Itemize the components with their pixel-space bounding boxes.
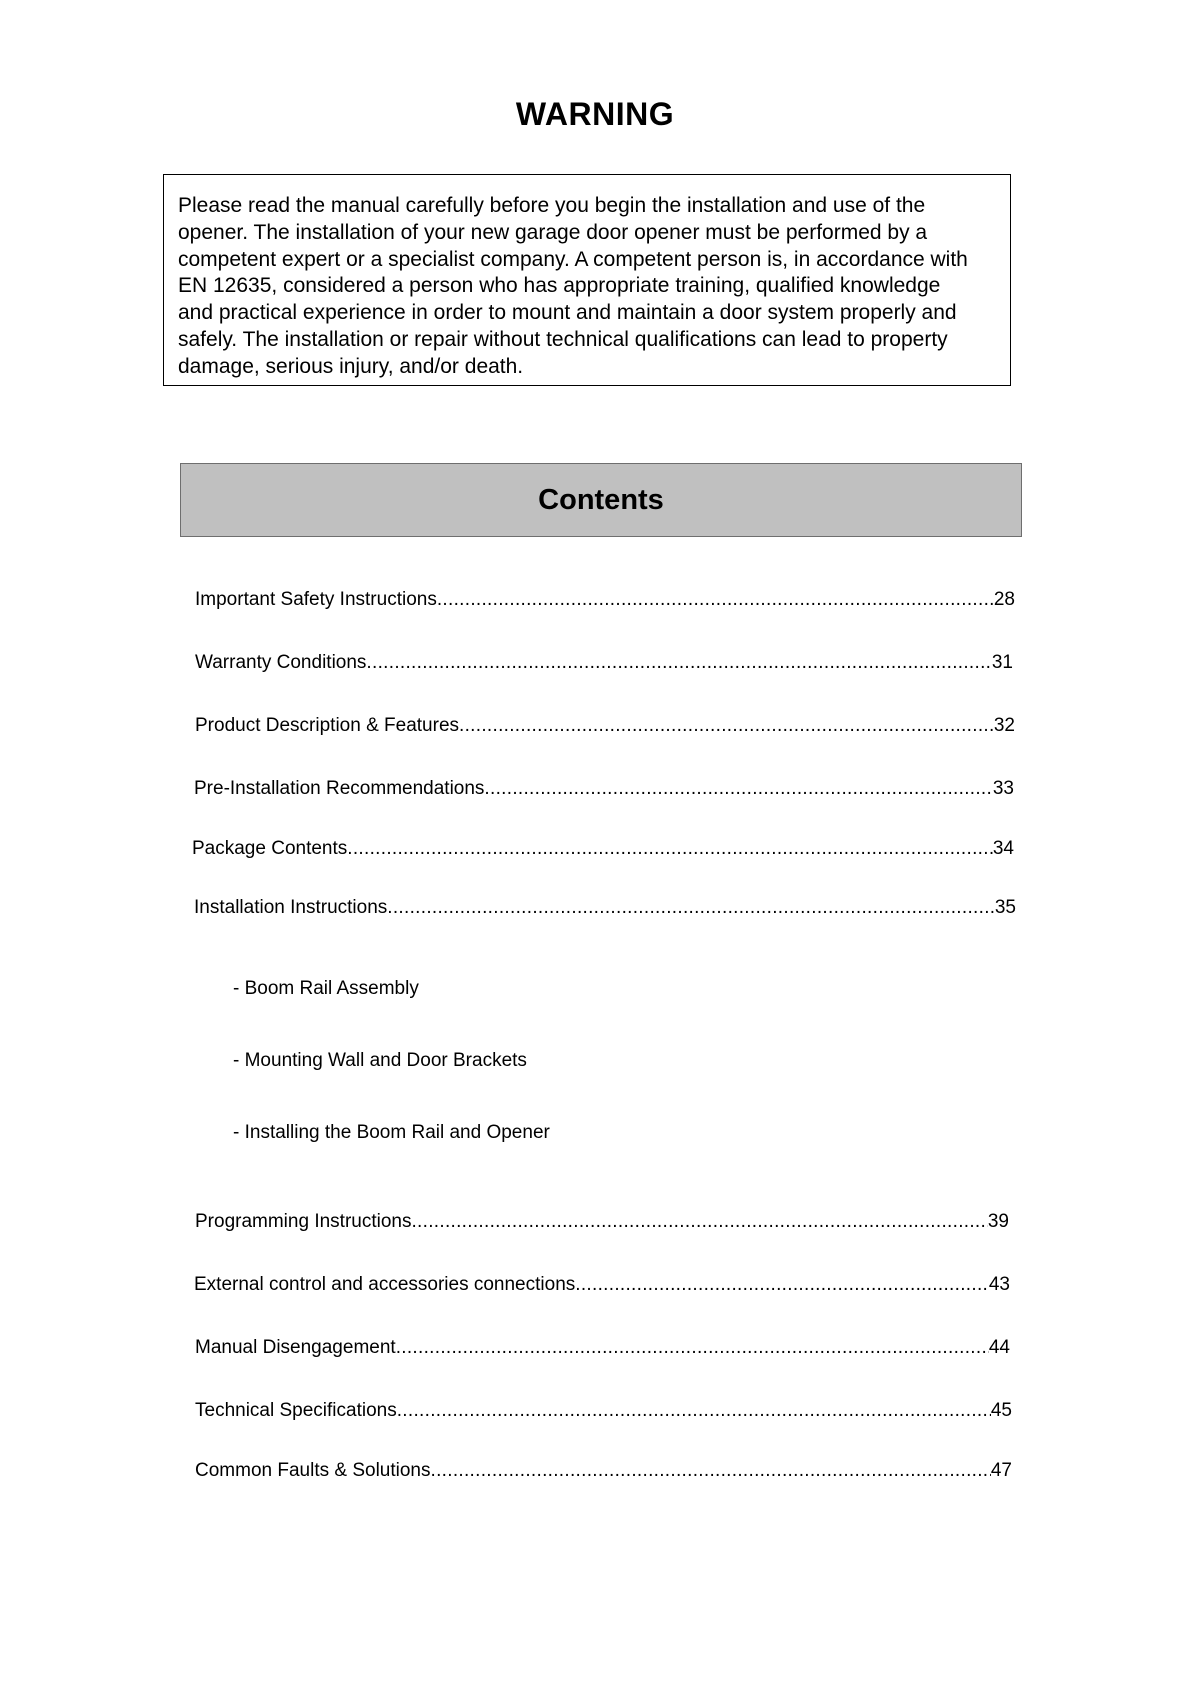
toc-entry-page: 39 (987, 1211, 1009, 1232)
toc-leader (411, 1211, 987, 1233)
toc-entry-label: Important Safety Instructions (195, 589, 437, 610)
toc-entry[interactable] (195, 1460, 1012, 1486)
toc-leader (575, 1274, 989, 1296)
toc-entry-page: 32 (993, 715, 1015, 736)
toc-leader (397, 1400, 991, 1422)
warning-text: Please read the manual carefully before you begin the installation and use of the opener. The installation of your new garage door opener must be performed by a competent expert or a specialist company. A competent person is, in accordance with EN 12635, considered a person who has appropriate training, qualified knowledge and practical experience in order to mount and maintain a door system properly and safely. The installation or repair without technical qualifications can lead to property damage, serious injury, and/or death. (178, 194, 968, 378)
toc-leader (484, 778, 992, 800)
toc-entry-label: Pre-Installation Recommendations (194, 778, 485, 799)
contents-heading: Contents (538, 483, 664, 516)
toc-leader (347, 838, 993, 860)
toc-entry[interactable] (194, 1274, 1010, 1300)
toc-sub-entry[interactable]: - Mounting Wall and Door Brackets (233, 1050, 527, 1071)
toc-entry-label: Technical Specifications (195, 1400, 397, 1421)
toc-entry-page: 44 (988, 1337, 1010, 1358)
toc-entry-label: External control and accessories connections (194, 1274, 576, 1295)
toc-entry[interactable] (195, 652, 1013, 678)
toc-entry-label: Package Contents (192, 838, 348, 859)
toc-entry-label: Manual Disengagement (195, 1337, 396, 1358)
toc-leader (396, 1337, 989, 1359)
toc-entry-page: 35 (994, 897, 1016, 918)
toc-entry[interactable] (194, 897, 1016, 923)
warning-box (163, 174, 1011, 386)
toc-entry-label: Installation Instructions (194, 897, 388, 918)
toc-sub-entry[interactable]: - Boom Rail Assembly (233, 978, 419, 999)
toc-entry[interactable] (195, 1211, 1009, 1237)
warning-title: WARNING (515, 96, 675, 132)
toc-entry-page: 43 (988, 1274, 1010, 1295)
toc-leader (459, 715, 994, 737)
toc-entry[interactable] (195, 1400, 1012, 1426)
toc-entry-page: 31 (991, 652, 1013, 673)
toc-leader (366, 652, 991, 674)
toc-entry[interactable] (195, 715, 1015, 741)
toc-entry[interactable] (195, 589, 1015, 615)
toc-entry-page: 28 (993, 589, 1015, 610)
toc-entry-page: 45 (990, 1400, 1012, 1421)
toc-entry-label: Product Description & Features (195, 715, 460, 736)
toc-entry[interactable] (194, 778, 1014, 804)
toc-leader (431, 1460, 991, 1482)
toc-entry-label: Common Faults & Solutions (195, 1460, 431, 1481)
toc-entry[interactable] (192, 838, 1014, 864)
toc-entry-page: 33 (992, 778, 1014, 799)
toc-entry-page: 34 (992, 838, 1014, 859)
contents-banner (180, 463, 1022, 537)
toc-entry-label: Warranty Conditions (195, 652, 367, 673)
toc-leader (387, 897, 995, 919)
toc-sub-entry[interactable]: - Installing the Boom Rail and Opener (233, 1122, 550, 1143)
toc-leader (437, 589, 994, 611)
toc-entry-page: 47 (990, 1460, 1012, 1481)
toc-entry-label: Programming Instructions (195, 1211, 412, 1232)
toc-entry[interactable] (195, 1337, 1010, 1363)
